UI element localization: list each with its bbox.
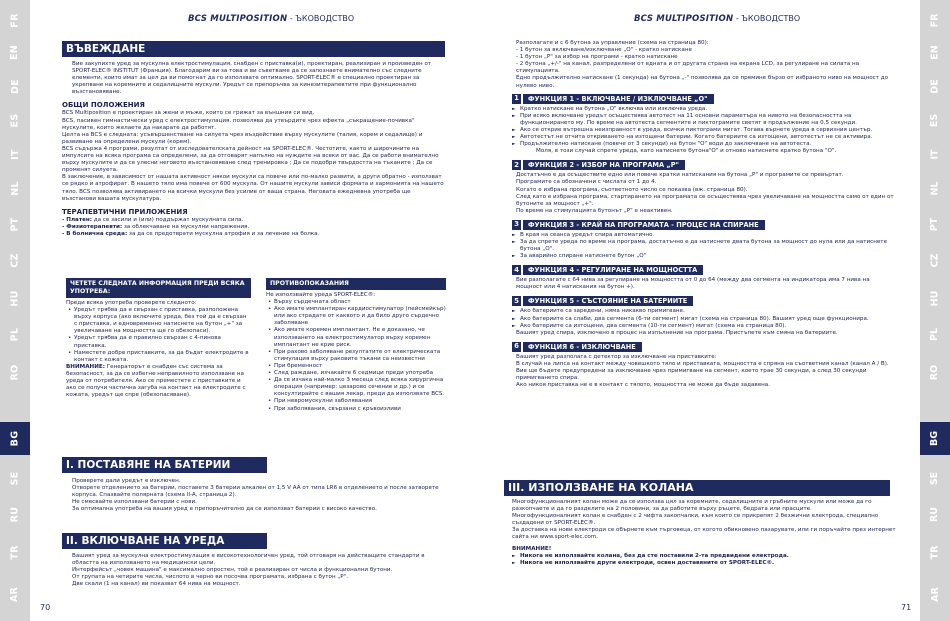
- power-section: [62, 533, 445, 588]
- belt-section: [504, 480, 896, 567]
- contra-lead: Не използвайте уреда SPORT-ELEC®:: [266, 292, 376, 298]
- language-tab-label: HU: [9, 290, 21, 307]
- belt-line: За доставка на нови електроди се обърнете към търговеца, от когото обикновено пазарувате, или ги поръчайте през интернет сайта ни www.sport-elec.com.: [512, 527, 896, 541]
- language-tab-ro[interactable]: [920, 356, 950, 389]
- therapy-item: [62, 224, 445, 231]
- function-line: Моля, в този случай спрете уреда, като натиснете бутона"O" и отново натиснете кратко бутона "O".: [536, 148, 837, 155]
- contra-item: • При заболявания, свързани с кръвоизливи: [266, 406, 446, 413]
- general-title: ОБЩИ ПОЛОЖЕНИЯ: [62, 101, 145, 110]
- controls-line: - 2 бутона „+/-" на канал, разпределени от едната и от другата страна на екрана LCD, за регулиране на силата на стимулацията.: [516, 61, 860, 75]
- language-tab-label: RU: [9, 506, 21, 523]
- function-line: Вие разполагате с 64 нива за регулиране на мощността от 0 до 64 (между два сегмента на индикатора има 7 нива на мощност или 4 натискания на бутон +).: [516, 277, 870, 291]
- belt-line: Многофункционалният колан е снабден с 2 чифта закопчалки, към които се прикрепят 2 безжични електрода, специално създадени от SPORT-ELEC®.: [512, 513, 879, 527]
- language-tab-ru[interactable]: [920, 498, 950, 531]
- read-lead: Преди всяка употреба проверете следното:: [66, 300, 197, 306]
- language-tab-label: TR: [9, 545, 21, 560]
- therapy-title: ТЕРАПЕВТИЧНИ ПРИЛОЖЕНИЯ: [62, 207, 188, 216]
- language-tab-se[interactable]: [920, 462, 950, 495]
- controls-intro: [512, 40, 896, 90]
- header-suffix: - ЪКОВОДСТВО: [733, 14, 801, 23]
- brand-name: BCS MULTIPOSITION: [188, 14, 288, 24]
- general-line: BCS, пасивен гимнастически уред с електростимулация, позволява да утвърдите чрез ефекта „съкращение-почивка" мускулите, които желаете да накарате да работят.: [62, 117, 415, 131]
- language-tab-label: SE: [929, 471, 941, 486]
- read-item: • Уредът трябва да е свързан с приставка, разположена върху корпуса (ако включите уреда, без той да е свързан с приставка, и едновременно натиснете на бутон „+" за увеличаване на мощността ще го обезопаси).: [66, 307, 251, 335]
- controls-line: - 1 бутон за включване/изключване „O" - кратко натискане: [516, 47, 692, 54]
- language-tab-ar[interactable]: [920, 578, 950, 611]
- language-tab-nl[interactable]: [0, 172, 30, 205]
- function-heading: [512, 220, 896, 230]
- contra-item: • Върху сърдечната област: [266, 299, 446, 306]
- language-tab-label: AR: [929, 587, 941, 602]
- therapy-item: [62, 217, 445, 224]
- therapy-text: да се засили и (или) поддържат мускулната сила.: [91, 216, 244, 223]
- function-number: 6: [512, 342, 521, 352]
- function-line: След като е избрана програма, стартирането на програмата се осъществява чрез увеличаване на мощността само от един от бутоните за мощност „+".: [516, 193, 894, 207]
- left-page-column: [62, 41, 445, 238]
- battery-text: [62, 478, 445, 513]
- function-block: [512, 220, 896, 260]
- function-line: ► При всяко включване уредът осъществява автотест на 11 основни параметъра на нивото на безопасността на функционирането му. По време на автотеста сегментите и пиктограмите светят в продължение на 0,5 секунди.: [512, 113, 896, 127]
- language-tab-label: RU: [929, 506, 941, 523]
- function-heading: [512, 296, 896, 306]
- therapy-label: - Платен:: [62, 216, 92, 223]
- language-tab-label: NL: [929, 181, 941, 196]
- controls-line: Разполагате и с 6 бутона за управление (схема на страница 80):: [516, 40, 709, 46]
- contra-item: • Ако имате имплантиран кардиостимулатор (пейсмейкър) или ако страдате от каквото и да било друго сърдечно заболяване: [266, 306, 446, 327]
- contra-item: • Да се изчака най-малко 3 месеца след всяка хирургична операция (например: цезарово сечение и др.) и се консултирайте с вашия лекар, преди да използвате BCS.: [266, 377, 446, 398]
- function-line: ► За аварийно спиране натиснете бутон „O": [512, 253, 896, 260]
- read-item: • Наместете добре приставките, за да бъдат електродите в контакт с кожата.: [66, 350, 251, 364]
- language-tab-ru[interactable]: [0, 498, 30, 531]
- language-tab-pl[interactable]: [920, 318, 950, 351]
- function-number: 4: [512, 265, 521, 275]
- language-tab-it[interactable]: [920, 138, 950, 171]
- function-block: [512, 94, 896, 156]
- general-line: BCS Multiposition е проектиран за жени и мъже, които се грижат за външния си вид.: [62, 110, 315, 117]
- function-title: ФУНКЦИЯ 4 - РЕГУЛИРАНЕ НА МОЩНОСТТА: [523, 265, 703, 275]
- function-block: [512, 296, 896, 336]
- language-tab-label: NL: [9, 181, 21, 196]
- page-number-left: 70: [40, 603, 51, 612]
- language-tab-label: ES: [929, 113, 941, 128]
- general-line: BCS съдържа 4 програми, резултат от изследователската дейност на SPORT-ELEC®. Честотите, както и широчините на импулсите на всяка програма са определени, за да отговарят напълно на нуждите на всеки от вас. Да се работи внимателно върху мускулите и да се улесни неговото възстановяване след тренировка ; Да се подобри твърдостта на тъканите ; Да се променят силуета.: [62, 145, 439, 174]
- language-tab-cz[interactable]: [920, 244, 950, 277]
- language-tab-fr[interactable]: [920, 4, 950, 37]
- function-line: Вие ще бъдете предупредени за изключване чрез примигване на сегмент, което трае 30 секунди, а след 30 секунди примигването спира.: [516, 368, 867, 382]
- header-left: [188, 14, 354, 24]
- function-block: [512, 160, 896, 215]
- language-tab-label: HU: [929, 290, 941, 307]
- contra-item: • При рахово заболяване резултатите от електрическата стимулация върху раковите тъкани са неизвестни: [266, 349, 446, 363]
- function-line: Вашият уред разполага с детектор за изключване на приставките:: [516, 353, 717, 360]
- function-title: ФУНКЦИЯ 3 - КРАЙ НА ПРОГРАМАТА - ПРОЦЕС НА СПИРАНЕ: [523, 220, 765, 230]
- language-tab-nl[interactable]: [920, 172, 950, 205]
- function-line: ► Ако се открие вътрешна неизправност в уреда, всички пиктограми мигат. Тогава върнете уреда в сервизния център.: [512, 127, 896, 134]
- language-tab-label: BG: [9, 430, 21, 447]
- function-number: 5: [512, 296, 521, 306]
- contraindications-box: [266, 278, 446, 413]
- function-line: ► Ако батериите са изтощени, два сегмента (10-ти сегмент) мигат (схема на страница 80).: [512, 323, 896, 330]
- language-tab-tr[interactable]: [0, 536, 30, 569]
- function-title: ФУНКЦИЯ 2 - ИЗБОР НА ПРОГРАМА „P": [523, 160, 685, 170]
- language-tab-label: FR: [9, 13, 21, 28]
- function-line: ► В края на сеанса уредът спира автоматично.: [512, 232, 896, 239]
- general-text: [62, 110, 445, 202]
- belt-warning-item: ► Никога не използвайте други електроди, освен доставяните от SPORT-ELEC®.: [512, 560, 896, 567]
- general-line: Целта на BCS е следната: усъвършенстване на силуета чрез въздействие върху мускулите (талия, корем и седалище) и развиване на определени мускули (корем).: [62, 131, 423, 145]
- language-tab-label: CZ: [929, 253, 941, 268]
- function-line: По време на стимулацията бутонът „P" е неактивен.: [516, 207, 673, 214]
- function-number: 2: [512, 160, 521, 170]
- therapy-label: - Физиотерапевти:: [62, 223, 123, 230]
- language-tabs-right: [920, 0, 950, 621]
- function-line: Програмите са обозначени с числата от 1 до 4.: [516, 179, 657, 186]
- language-tab-label: FR: [929, 13, 941, 28]
- general-line: В заключение, в зависимост от нашата активност някои мускули са повече или по-малко развити, а други обратно - използват се рядко и атрофират. В нашето тяло има повече от 600 мускула. От нашите мускули зависи формата и хармонията на нашето тяло. BCS позволява активирането на всички мускули без усилие от ваша страна. Неговата ежедневна употреба ще възстанови вашата мускулатура.: [62, 174, 444, 202]
- therapy-list: [62, 217, 445, 238]
- therapy-text: за да се предотврати мускулна атрофия и за лечение на болка.: [127, 230, 320, 237]
- language-tab-pt[interactable]: [920, 208, 950, 241]
- function-heading: [512, 342, 896, 352]
- language-tab-label: SE: [9, 471, 21, 486]
- function-heading: [512, 94, 896, 104]
- power-line: Две скали (1 на канал) ви показват 64 нива на мощност.: [72, 581, 241, 588]
- belt-warning-list: [504, 553, 896, 567]
- language-tab-label: TR: [929, 545, 941, 560]
- battery-title: I. ПОСТАВЯНЕ НА БАТЕРИИ: [62, 457, 267, 473]
- brand-name: BCS MULTIPOSITION: [634, 14, 734, 24]
- language-tab-de[interactable]: [920, 70, 950, 103]
- power-line: Интерфейсът „човек машина" е максимално опростен, той е реализиран от числа и функционални бутони.: [72, 567, 393, 574]
- language-tab-label: ES: [9, 113, 21, 128]
- language-tab-en[interactable]: [0, 36, 30, 69]
- language-tab-label: RO: [929, 364, 941, 381]
- language-tab-ar[interactable]: [0, 578, 30, 611]
- header-suffix: - ЪКОВОДСТВО: [287, 14, 355, 23]
- battery-section: [62, 457, 445, 513]
- header-right: [634, 14, 800, 24]
- right-page-column: [512, 40, 896, 389]
- language-tab-es[interactable]: [920, 104, 950, 137]
- language-tab-label: EN: [9, 44, 21, 61]
- language-tab-label: DE: [929, 79, 941, 94]
- page-number-right: 71: [901, 603, 912, 612]
- function-line: ► За да спрете уреда по време на програма, достатъчно е да натиснете двата бутона за мощност до нула или да натиснете бутона „O".: [512, 239, 896, 253]
- intro-paragraph: Вие закупихте уред за мускулна електростимулация, снабден с приставка(и), проектиран, реализиран и произведен от SPORT-ELEC® INSTITUT (Франция). Благодарим ви за това и ви съветваме да се запознаете внимателно със следните елементи, които имат за цел да ви помогнат да го използвате оптимално. SPORT-ELEC® е специално проектиран за укрепване на коремните и седалищните мускули. Уредът се препоръчва за кинезитерапевтите при функционално възстановяване.: [72, 61, 432, 96]
- contra-item: • Ако имате коремен имплантант. Не е доказано, че използването на електростимулатор върху коремен имплантант не крие риск.: [266, 327, 446, 348]
- language-tab-en[interactable]: [920, 36, 950, 69]
- function-heading: [512, 265, 896, 275]
- language-tab-label: BG: [929, 430, 941, 447]
- language-tab-label: DE: [9, 79, 21, 94]
- battery-line: Отворете отделението за батерии, поставете 3 батерии алкален от 1,5 V AA от типа LR6 в отделението и после затворете корпуса. Спазвайте полярната (схема II-A, страница 2).: [72, 485, 439, 499]
- warning-text: Генераторът е снабден със система за безопасност, за да се избегне неправилното използване на уреда от потребителя. Ако се преместете с приставките и ако се получи частична загуба на контакт на електродите с кожата, уредът ще спре (обезопасяване).: [66, 363, 246, 399]
- language-tab-label: PT: [929, 217, 941, 232]
- language-tab-ro[interactable]: [0, 356, 30, 389]
- language-tab-label: RO: [9, 364, 21, 381]
- function-line: ► Кратко натискане на бутона „O" включва или изключва уреда.: [512, 106, 896, 113]
- therapy-label: - В болнична среда:: [62, 230, 128, 237]
- contra-item: • При бременност: [266, 363, 446, 370]
- language-tab-bg[interactable]: [920, 422, 950, 455]
- therapy-text: за облекчаване на мускулни напрежения.: [122, 223, 250, 230]
- belt-warning-title: ВНИМАНИЕ!: [512, 545, 552, 552]
- language-tab-label: CZ: [9, 253, 21, 268]
- function-block: [512, 265, 896, 291]
- function-line: ► Продължително натискане (повече от 3 секунди) на бутон "O" води до заключване на автотеста.: [512, 141, 896, 148]
- language-tab-fr[interactable]: [0, 4, 30, 37]
- contra-item: • След раждане, изчакайте 6 седмици преди употреба: [266, 370, 446, 377]
- belt-line: Многофункционалният колан може да се използва цял за коремните, седалищните и гръбните мускули или може да го разкопчаете и да го разделите на 2 половини, за да работите върху ръцете, бедрата или прасците.: [512, 499, 872, 513]
- language-tab-se[interactable]: [0, 462, 30, 495]
- language-tab-label: PL: [929, 327, 941, 342]
- read-item: • Уредът трябва да е правилно свързан с 4-пинова приставка.: [66, 335, 251, 349]
- language-tab-pt[interactable]: [0, 208, 30, 241]
- battery-line: Не смесвайте използвани батерии с нови.: [72, 499, 197, 506]
- power-line: Вашият уред за мускулна електростимулация е високотехнологичен уред, той отговаря на действащите стандарти в областта на използването на медицински цели.: [72, 553, 425, 567]
- functions-list: [512, 94, 896, 390]
- function-line: Вашият уред спира, изключено в процес на изпълнение на програма. Пристъпете към смяна на батериите.: [516, 329, 838, 336]
- battery-line: За оптимална употреба на вашия уред е препоръчително да се използват батерии с високо качество.: [72, 506, 377, 513]
- function-line: В случай на липса на контакт между човешкото тяло и приставката, мощността е спряна на съответния канал (канал A / B).: [516, 360, 889, 367]
- power-title: II. ВКЛЮЧВАНЕ НА УРЕДА: [62, 533, 267, 549]
- language-tab-tr[interactable]: [920, 536, 950, 569]
- function-title: ФУНКЦИЯ 5 - СЪСТОЯНИЕ НА БАТЕРИИТЕ: [523, 296, 693, 306]
- read-before-use-box: [66, 278, 251, 399]
- language-tab-bg[interactable]: [0, 422, 30, 455]
- language-tab-label: PL: [9, 327, 21, 342]
- controls-line: Едно продължително натискане (1 секунда) на бутона „-" позволява да се премине бързо от избраното ниво на мощност до нулево ниво.: [516, 75, 889, 89]
- function-number: 3: [512, 220, 521, 230]
- language-tab-label: IT: [929, 149, 941, 160]
- function-line: Достатъчно е да осъществите едно или повече кратки натискания на бутона „P" и програмите се превъртат.: [516, 172, 844, 179]
- contra-item: • При невромускулни заболявания: [266, 398, 446, 405]
- power-line: От групата на четирите числа, числото в черно ви посочва програмата, избрана с бутон „P".: [72, 574, 349, 581]
- language-tab-hu[interactable]: [920, 282, 950, 315]
- function-line: ► Ако батериите са заредени, няма никакво примигване.: [512, 308, 896, 315]
- language-tabs-left: [0, 0, 30, 621]
- function-heading: [512, 160, 896, 170]
- function-title: ФУНКЦИЯ 1 - ВКЛЮЧВАНЕ / ИЗКЛЮЧВАНЕ „O": [523, 94, 714, 104]
- therapy-item: [62, 231, 445, 238]
- function-block: [512, 342, 896, 389]
- power-text: [62, 553, 445, 588]
- language-tab-label: EN: [929, 45, 941, 60]
- belt-text: [504, 499, 896, 542]
- language-tab-de[interactable]: [0, 70, 30, 103]
- contraindications-title: ПРОТИВОПОКАЗАНИЯ: [266, 278, 446, 290]
- function-line: Когато е избрана програма, съответното число се показва (вж. страница 80).: [516, 186, 748, 193]
- controls-line: - 1 бутон „P" за избор на програми - кратко натискане: [516, 54, 678, 61]
- function-title: ФУНКЦИЯ 6 - ИЗКЛЮЧВАНЕ: [523, 342, 642, 352]
- language-tab-label: IT: [9, 149, 21, 160]
- language-tab-it[interactable]: [0, 138, 30, 171]
- language-tab-label: PT: [9, 217, 21, 232]
- function-line: ► Ако батериите са слаби, два сегмента (6-ти сегмент) мигат (схема на страница 80). Вашият уред още функционира.: [512, 316, 896, 323]
- function-line: Ако никоя приставка не е в контакт с тялото, мощността не може да бъде задавена.: [516, 382, 770, 389]
- contra-list: [266, 299, 446, 413]
- belt-warning-item: ► Никога не използвайте колана, без да сте поставили 2-та предвидени електрода.: [512, 553, 896, 560]
- language-tab-es[interactable]: [0, 104, 30, 137]
- language-tab-label: AR: [9, 586, 21, 603]
- language-tab-pl[interactable]: [0, 318, 30, 351]
- battery-line: Проверете дали уредът е изключен.: [72, 478, 181, 484]
- read-list: [66, 307, 251, 364]
- belt-title: III. ИЗПОЛЗВАНЕ НА КОЛАНА: [504, 480, 890, 496]
- function-number: 1: [512, 94, 521, 104]
- language-tab-hu[interactable]: [0, 282, 30, 315]
- section-intro-title: ВЪВЕЖДАНЕ: [62, 41, 445, 57]
- function-line: ► Автотестът не отчита откриването на изтощени батерии. Когато батериите са изтощени, автотестът не се активира.: [512, 134, 896, 141]
- language-tab-cz[interactable]: [0, 244, 30, 277]
- read-before-use-title: ЧЕТЕТЕ СЛЕДНАТА ИНФОРМАЦИЯ ПРЕДИ ВСЯКА УПОТРЕБА:: [66, 278, 251, 298]
- warning-label: ВНИМАНИЕ:: [66, 363, 105, 370]
